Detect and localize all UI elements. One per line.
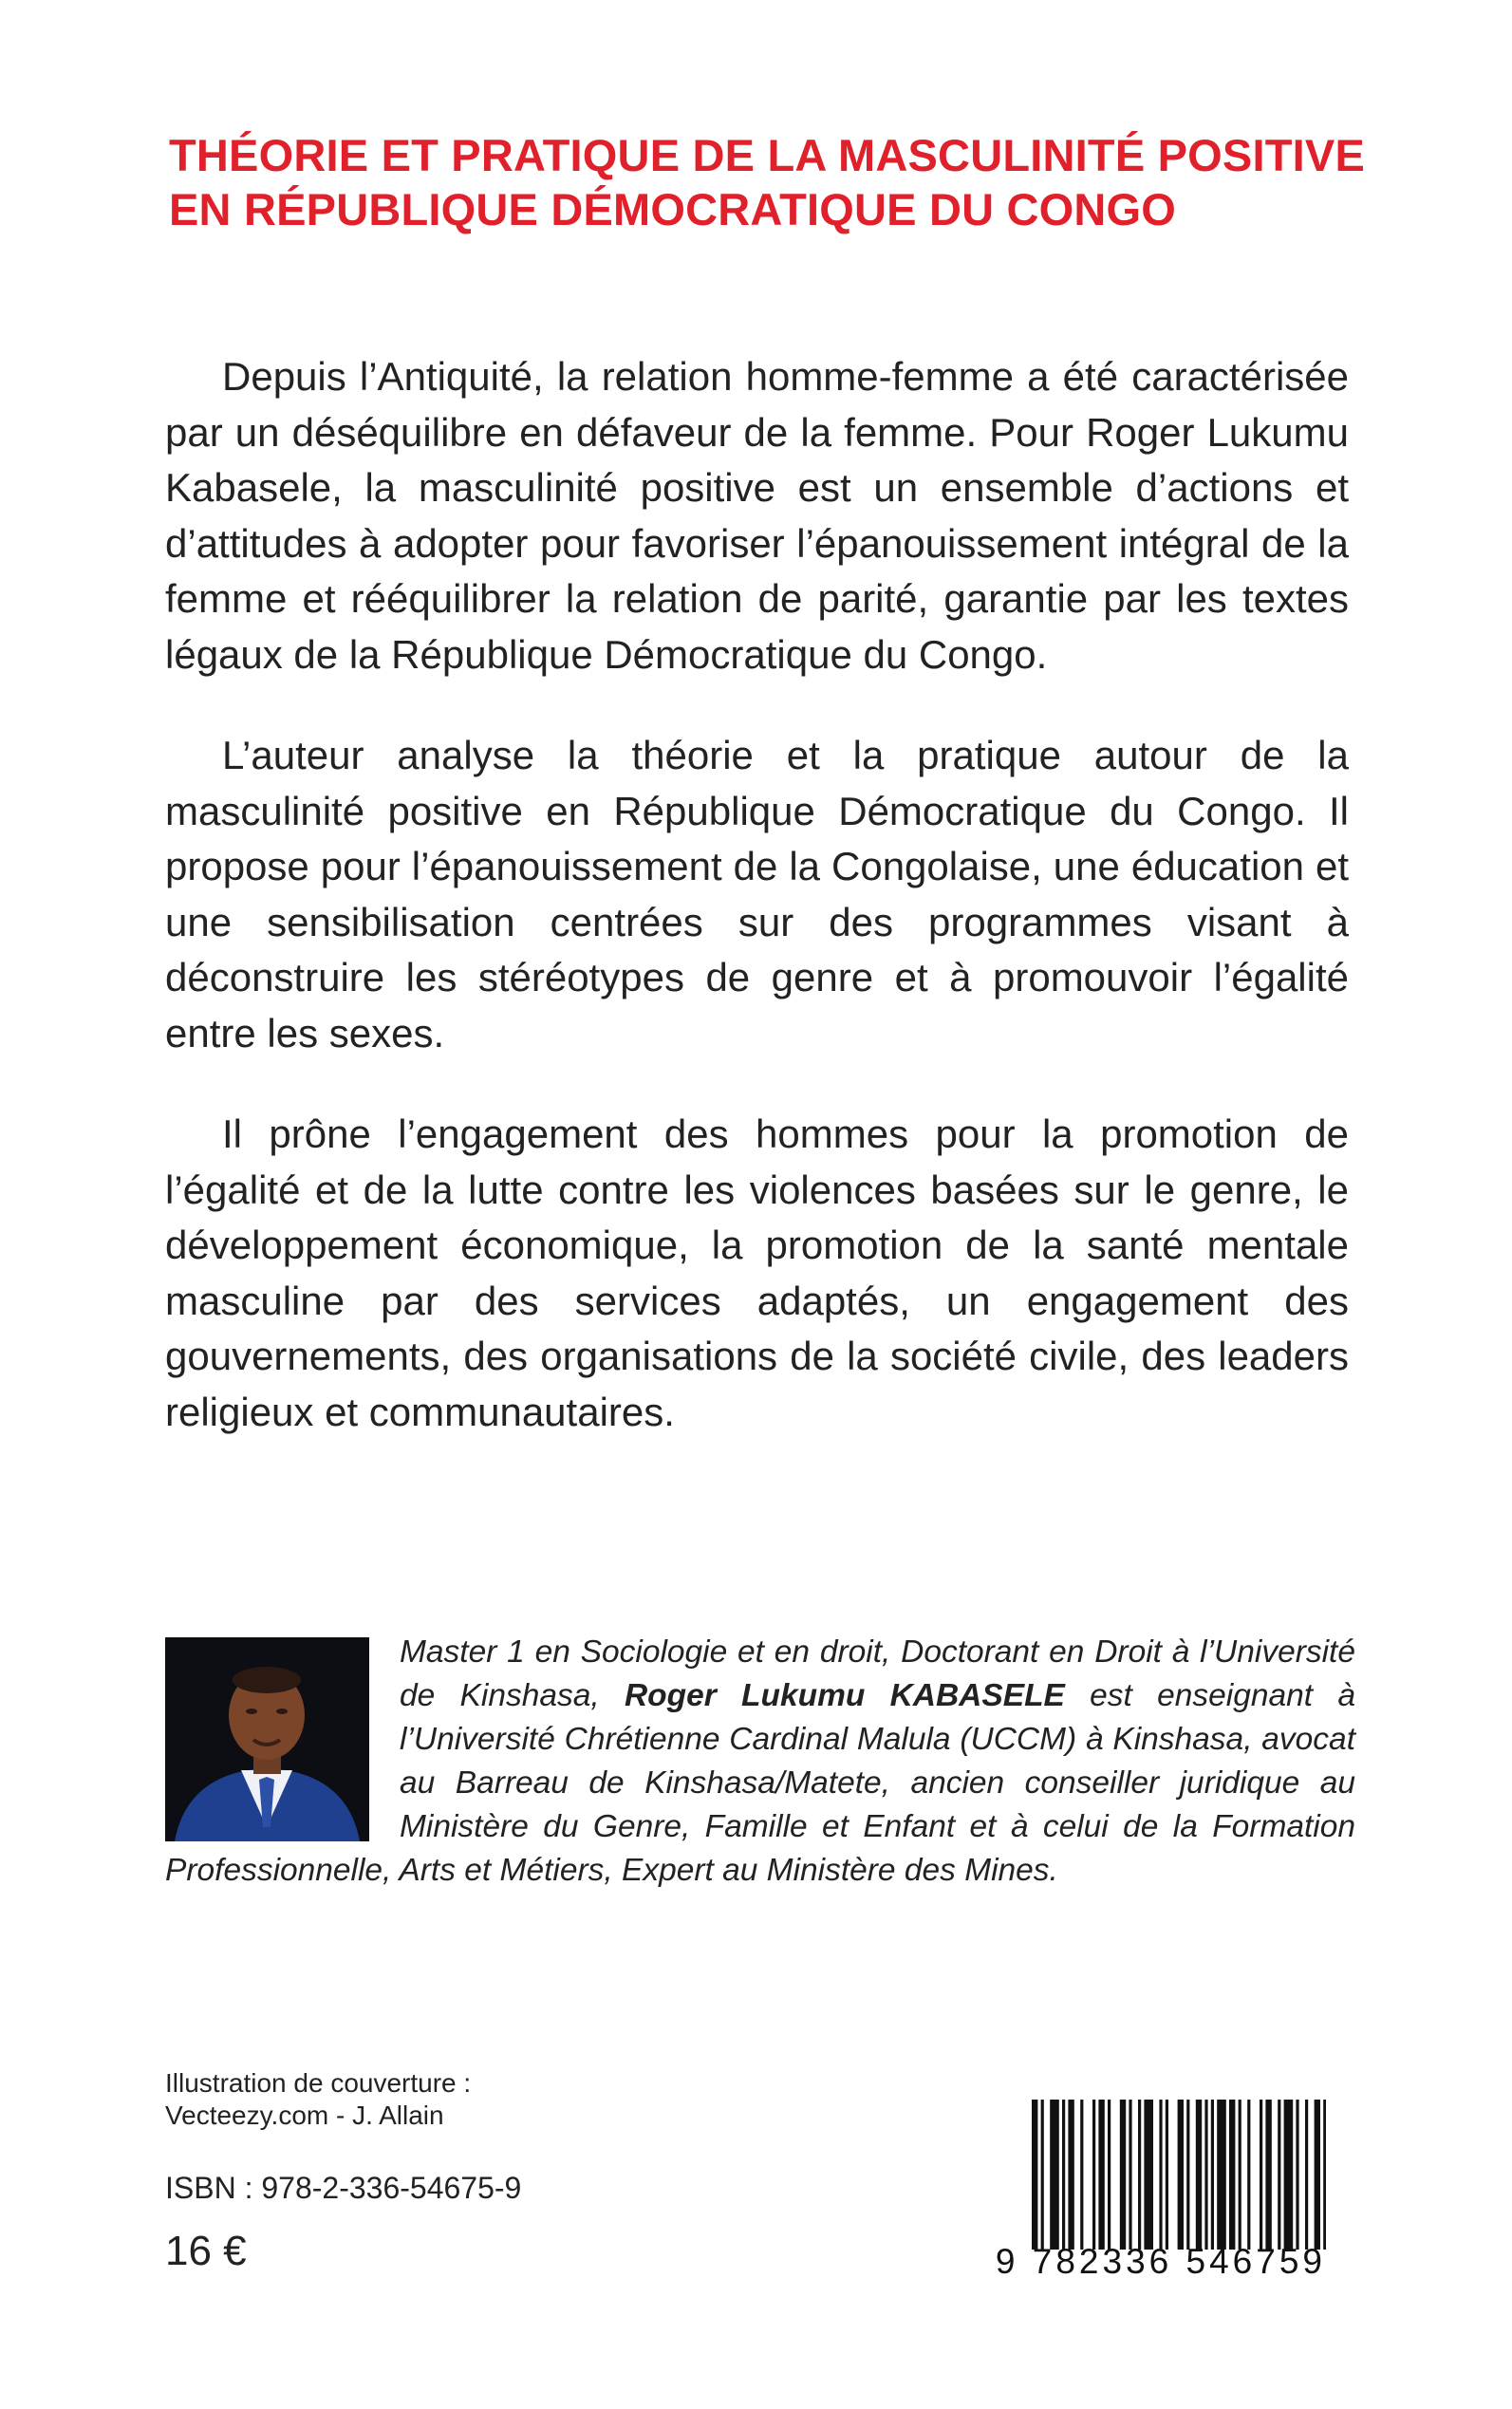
blurb-paragraph-2: L’auteur analyse la théorie et la pratique autour de la masculinité positive en République Démocratique du Congo. Il propose pour l’épanouissement de la Congolaise, une éducation et une sensibilisation centrées sur des programmes visant à déconstruire les stéréotypes de genre et à promouvoir l’égalité entre les sexes. [165,733,1349,1055]
barcode-bar [1068,2100,1073,2250]
bio-text-rest: est enseignant à l’Université Chrétienne Cardinal Malula (UCCM) à Kinshasa, avocat au Barreau de Kinshasa/Matete, ancien conseiller juridique au Ministère du Genre, Famille et Enfant et à celui de la Formation Professionnelle, Arts et Métiers, Expert au Ministère des Mines. [165,1678,1355,1888]
credits-line-1: Illustration de couverture : [165,2068,472,2098]
barcode [995,2100,1326,2289]
barcode-bar [1032,2100,1037,2250]
bio-author-name: Roger Lukumu KABASELE [624,1678,1065,1713]
blurb-paragraph-1: Depuis l’Antiquité, la relation homme-femme a été caractérisée par un déséquilibre en défaveur de la femme. Pour Roger Lukumu Kabasele, la masculinité positive est un ensemble d’actions et d’attitudes à adopter pour favoriser l’épanouissement intégral de la femme et rééquilibrer la relation de parité, garantie par les textes légaux de la République Démocratique du Congo. [165,354,1349,677]
barcode-bars [1032,2100,1326,2250]
book-title [169,128,1366,236]
barcode-bar [1265,2100,1271,2250]
barcode-bar [1323,2100,1326,2250]
barcode-bar [1098,2100,1104,2250]
barcode-bar [1260,2100,1262,2250]
barcode-bar [1296,2100,1298,2250]
price: 16 € [165,2228,247,2274]
barcode-bar [1080,2100,1083,2250]
barcode-bar [1120,2100,1126,2250]
barcode-bar [1229,2100,1235,2250]
credits-line-2: Vecteezy.com - J. Allain [165,2101,444,2130]
barcode-bar [1211,2100,1214,2250]
author-bio [165,1631,1355,1893]
barcode-bar [1050,2100,1059,2250]
barcode-bar [1129,2100,1131,2250]
barcode-bar [1284,2100,1294,2250]
barcode-bar [1092,2100,1095,2250]
barcode-bar [1108,2100,1111,2250]
isbn: ISBN : 978-2-336-54675-9 [165,2171,522,2205]
barcode-bar [1278,2100,1280,2250]
bio-text-intro: Master 1 en Sociologie et en droit, Doctorant en Droit à l’Université de Kinshasa, [400,1634,1355,1713]
barcode-bar [1159,2100,1162,2250]
barcode-bar [1178,2100,1184,2250]
barcode-bar [1239,2100,1241,2250]
barcode-bar [1166,2100,1168,2250]
barcode-bar [1247,2100,1250,2250]
blurb-paragraph-3: Il prône l’engagement des hommes pour la promotion de l’égalité et de la lutte contre les violences basées sur le genre, le développement économique, la promotion de la santé mentale masculine par des services adaptés, un engagement des gouvernements, des organisations de la société civile, des leaders religieux et communautaires. [165,1111,1349,1434]
barcode-bar [1144,2100,1153,2250]
barcode-bar [1204,2100,1207,2250]
cover-credits [165,2067,471,2132]
barcode-number: 9 782336 546759 [995,2242,1326,2281]
barcode-bar [1186,2100,1189,2250]
author-portrait [165,1637,369,1841]
barcode-bar [1315,2100,1320,2250]
barcode-bar [1305,2100,1308,2250]
barcode-bar [1062,2100,1065,2250]
title-line-2: EN RÉPUBLIQUE DÉMOCRATIQUE DU CONGO [169,184,1177,234]
barcode-bar [1196,2100,1202,2250]
barcode-bar [1138,2100,1141,2250]
title-line-1: THÉORIE ET PRATIQUE DE LA MASCULINITÉ POSITIVE [169,130,1366,180]
blurb [165,349,1349,1485]
barcode-bar [1217,2100,1226,2250]
barcode-bar [1041,2100,1044,2250]
